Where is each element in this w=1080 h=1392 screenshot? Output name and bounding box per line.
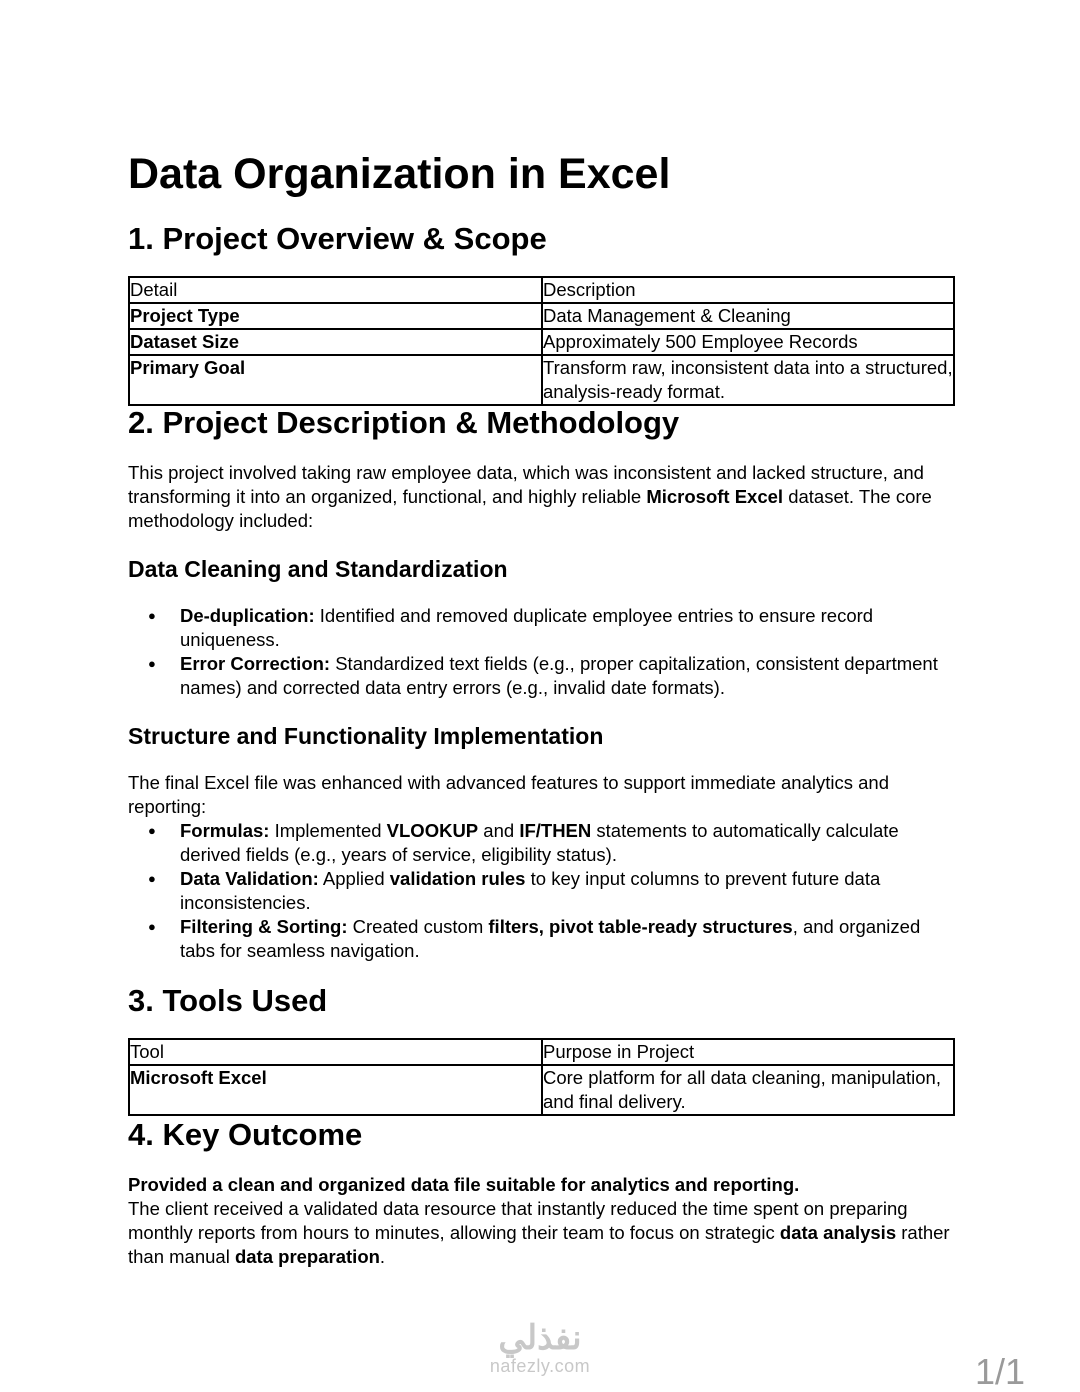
- bullet-label: Data Validation:: [180, 868, 319, 889]
- bullet-bold: validation rules: [389, 868, 526, 889]
- table-row: [129, 303, 954, 329]
- section-heading-overview: 1. Project Overview & Scope: [128, 221, 547, 256]
- description-intro: [128, 461, 955, 533]
- intro-bold: Microsoft Excel: [646, 486, 784, 507]
- outcome-text: .: [379, 1246, 386, 1267]
- table-header-row: [129, 277, 954, 303]
- table-header-cell: Tool: [129, 1039, 542, 1065]
- table-cell: Core platform for all data cleaning, manipulation, and final delivery.: [542, 1065, 954, 1115]
- table-cell: Microsoft Excel: [129, 1065, 542, 1115]
- structure-bullets: [128, 819, 955, 963]
- table-cell: Project Type: [129, 303, 542, 329]
- subheading-cleaning: Data Cleaning and Standardization: [128, 556, 508, 582]
- intro-text: dataset. The core methodology included:: [128, 486, 932, 531]
- outcome-text: rather than manual: [128, 1222, 950, 1267]
- table-cell: Transform raw, inconsistent data into a structured, analysis-ready format.: [542, 355, 954, 405]
- structure-intro: The final Excel file was enhanced with advanced features to support immediate analytics and reporting:: [128, 772, 889, 817]
- bullet-text: Implemented: [269, 820, 387, 841]
- bullet-label: Filtering & Sorting:: [180, 916, 348, 937]
- bullet-bold: IF/THEN: [519, 820, 592, 841]
- table-cell: Primary Goal: [129, 355, 542, 405]
- list-item: [128, 652, 955, 700]
- bullet-text: Applied: [318, 868, 390, 889]
- bullet-text: Identified and removed duplicate employee entries to ensure record uniqueness.: [180, 605, 874, 650]
- cleaning-bullets: [128, 604, 955, 700]
- bullet-bold: filters, pivot table-ready structures: [488, 916, 793, 937]
- section-heading-description: 2. Project Description & Methodology: [128, 405, 680, 440]
- table-row: [129, 1065, 954, 1115]
- bullet-text: to key input columns to prevent future data inconsistencies.: [180, 868, 881, 913]
- section-heading-tools: 3. Tools Used: [128, 983, 328, 1018]
- table-row: [129, 329, 954, 355]
- table-row: [129, 355, 954, 405]
- table-header-row: [129, 1039, 954, 1065]
- bullet-text: , and organized tabs for seamless navigation.: [180, 916, 921, 961]
- bullet-text: statements to automatically calculate derived fields (e.g., years of service, eligibility status).: [180, 820, 899, 865]
- page-indicator: 1/1: [975, 1351, 1026, 1392]
- bullet-bold: VLOOKUP: [386, 820, 479, 841]
- bullet-label: De-duplication:: [180, 605, 315, 626]
- table-cell: Approximately 500 Employee Records: [542, 329, 954, 355]
- bullet-label: Formulas:: [180, 820, 270, 841]
- outcome-bold: data preparation: [234, 1246, 380, 1267]
- bullet-text: Standardized text fields (e.g., proper capitalization, consistent department names) and corrected data entry errors (e.g., invalid date formats).: [180, 653, 938, 698]
- table-header-cell: Purpose in Project: [542, 1039, 954, 1065]
- list-item: [128, 915, 955, 963]
- outcome-bold: data analysis: [779, 1222, 897, 1243]
- bullet-text: and: [478, 820, 520, 841]
- section-heading-outcome: 4. Key Outcome: [128, 1117, 363, 1152]
- subheading-structure: Structure and Functionality Implementation: [128, 723, 604, 749]
- list-item: [128, 819, 955, 867]
- bullet-text: Created custom: [347, 916, 489, 937]
- list-item: [128, 867, 955, 915]
- table-cell: Dataset Size: [129, 329, 542, 355]
- logo-latin-text: nafezly.com: [489, 1356, 591, 1376]
- tools-table: [128, 1038, 955, 1116]
- document-title: Data Organization in Excel: [128, 150, 671, 198]
- table-header-cell: Description: [542, 277, 954, 303]
- outcome-body: [128, 1173, 955, 1269]
- list-item: [128, 604, 955, 652]
- overview-table: [128, 276, 955, 406]
- intro-text: This project involved taking raw employee data, which was inconsistent and lacked structure, and transforming it into an organized, functional, and highly reliable: [128, 462, 924, 507]
- nafezly-logo: [470, 1320, 610, 1376]
- table-header-cell: Detail: [129, 277, 542, 303]
- outcome-lead: Provided a clean and organized data file suitable for analytics and reporting.: [128, 1174, 800, 1195]
- table-cell: Data Management & Cleaning: [542, 303, 954, 329]
- bullet-label: Error Correction:: [180, 653, 331, 674]
- outcome-text: The client received a validated data resource that instantly reduced the time spent on preparing monthly reports from hours to minutes, allowing their team to focus on strategic: [128, 1198, 908, 1243]
- logo-arabic-text: نفذلي: [498, 1319, 582, 1357]
